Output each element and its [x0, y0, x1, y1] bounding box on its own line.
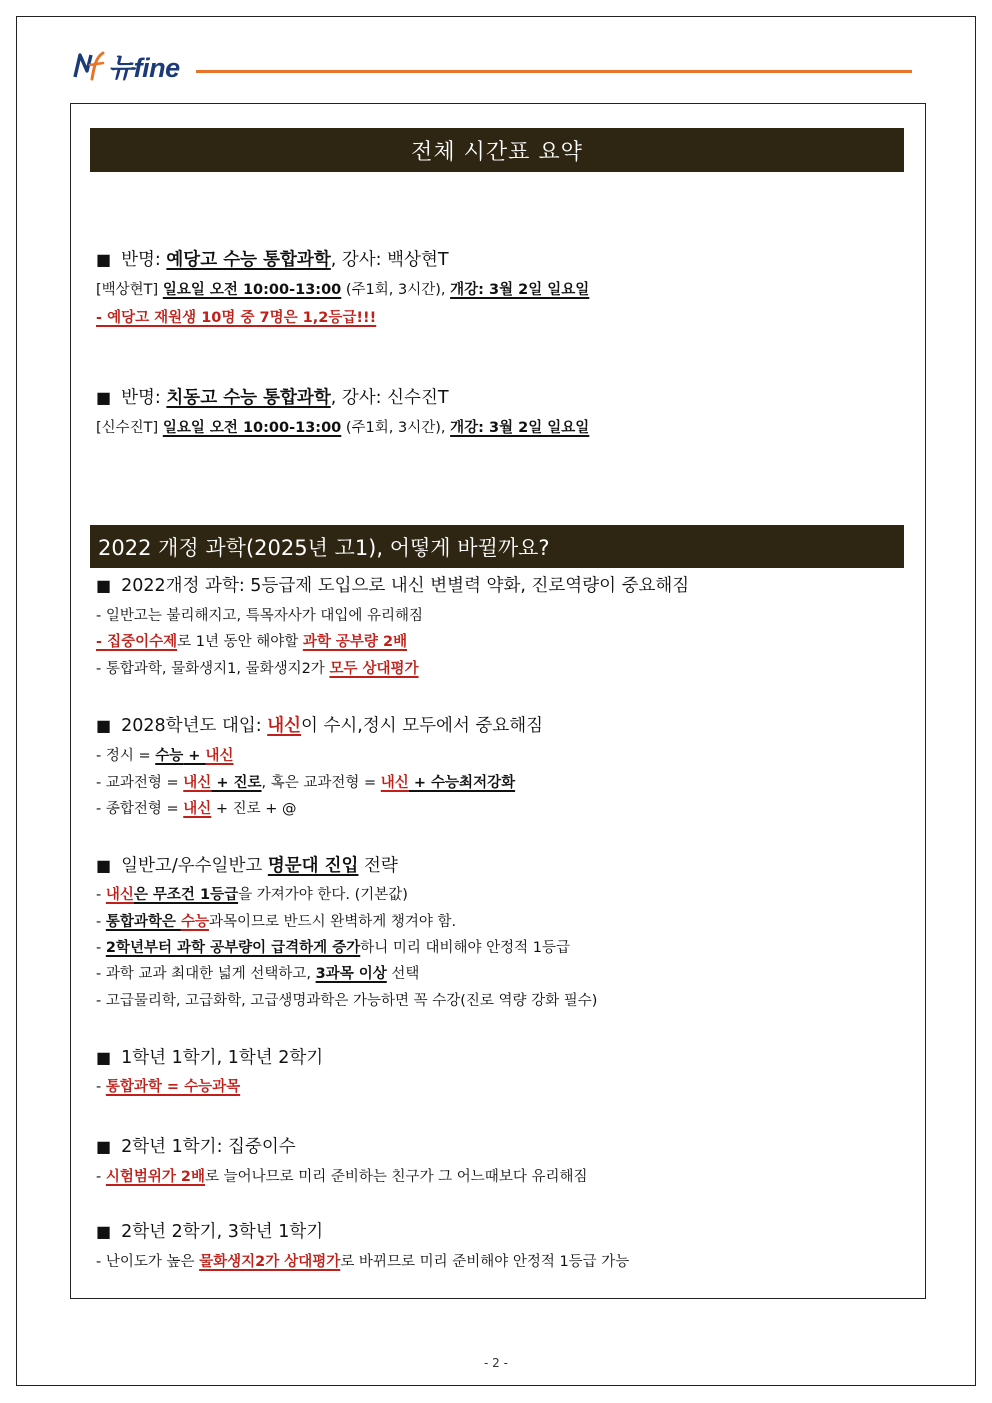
logo-text: 뉴fine [108, 52, 180, 83]
header-divider [196, 70, 912, 73]
square-bullet-icon: ■ [96, 856, 112, 875]
class2-open-date: 개강: 3월 2일 일요일 [450, 420, 590, 436]
section3-heading: ■ 일반고/우수일반고 명문대 진입 전략 [96, 856, 398, 876]
class1-note-text: 예당고 재원생 10명 중 7명은 1,2등급!!! [107, 310, 377, 326]
nf-logo-icon [72, 49, 106, 81]
summary-title: 전체 시간표 요약 [411, 139, 583, 165]
square-bullet-icon: ■ [96, 576, 112, 595]
section1-bullet2: - 집중이수제로 1년 동안 해야할 과학 공부량 2배 [96, 634, 408, 650]
section3-bullet3: - 2학년부터 과학 공부량이 급격하게 증가하니 미리 대비해야 안정적 1등급 [96, 940, 571, 956]
square-bullet-icon: ■ [96, 716, 112, 735]
class2-time: 일요일 오전 10:00-13:00 [162, 420, 342, 436]
section3-bullet5: - 고급물리학, 고급화학, 고급생명과학은 가능하면 꼭 수강(진로 역량 강화 필수) [96, 993, 598, 1009]
class1-heading: ■ 반명: 예당고 수능 통합과학, 강사: 백상현T [96, 250, 449, 270]
section4-bullet1: - 통합과학 = 수능과목 [96, 1079, 241, 1095]
section5-bullet1: - 시험범위가 2배로 늘어나므로 미리 준비하는 친구가 그 어느때보다 유리해짐 [96, 1169, 588, 1185]
section3-bullet1: - 내신은 무조건 1등급을 가져가야 한다. (기본값) [96, 887, 408, 903]
section3-bullet2: - 통합과학은 수능과목이므로 반드시 완벽하게 챙겨야 함. [96, 914, 457, 930]
class2-heading: ■ 반명: 치동고 수능 통합과학, 강사: 신수진T [96, 388, 449, 408]
square-bullet-icon: ■ [96, 388, 112, 407]
square-bullet-icon: ■ [96, 1137, 112, 1156]
class1-time: 일요일 오전 10:00-13:00 [162, 282, 342, 298]
section1-heading: ■ 2022개정 과학: 5등급제 도입으로 내신 변별력 약화, 진로역량이 중요해짐 [96, 576, 690, 596]
section2-heading: ■ 2028학년도 대입: 내신이 수시,정시 모두에서 중요해짐 [96, 716, 544, 736]
section2-bullet3: - 종합전형 = 내신 + 진로 + @ [96, 801, 297, 817]
section2-bullet1: - 정시 = 수능 + 내신 [96, 748, 234, 764]
class1-name: 예당고 수능 통합과학 [166, 250, 331, 270]
page-number: - 2 - [484, 1356, 508, 1370]
summary-title-bar [90, 128, 904, 172]
section2-bullet2: - 교과전형 = 내신 + 진로, 혹은 교과전형 = 내신 + 수능최저강화 [96, 775, 516, 791]
brand-logo [72, 48, 180, 82]
section1-bullet3: - 통합과학, 물화생지1, 물화생지2가 모두 상대평가 [96, 661, 419, 677]
square-bullet-icon: ■ [96, 250, 112, 269]
section5-heading: ■ 2학년 1학기: 집중이수 [96, 1137, 296, 1157]
section1-bullet1: - 일반고는 불리해지고, 특목자사가 대입에 유리해짐 [96, 608, 424, 624]
class2-detail: [신수진T] 일요일 오전 10:00-13:00 (주1회, 3시간), 개강: 3월 2일 일요일 [96, 420, 590, 436]
class1-detail: [백상현T] 일요일 오전 10:00-13:00 (주1회, 3시간), 개강: 3월 2일 일요일 [96, 282, 590, 298]
section6-bullet1: - 난이도가 높은 물화생지2가 상대평가로 바뀌므로 미리 준비해야 안정적 1등급 가능 [96, 1254, 630, 1270]
class1-note: - 예당고 재원생 10명 중 7명은 1,2등급!!! [96, 310, 377, 326]
reform-title: 2022 개정 과학(2025년 고1), 어떻게 바뀔까요? [98, 535, 550, 560]
class2-name: 치동고 수능 통합과학 [166, 388, 331, 408]
square-bullet-icon: ■ [96, 1222, 112, 1241]
square-bullet-icon: ■ [96, 1048, 112, 1067]
class1-open-date: 개강: 3월 2일 일요일 [450, 282, 590, 298]
reform-title-bar [90, 525, 904, 568]
section4-heading: ■ 1학년 1학기, 1학년 2학기 [96, 1048, 324, 1068]
section6-heading: ■ 2학년 2학기, 3학년 1학기 [96, 1222, 324, 1242]
section3-bullet4: - 과학 교과 최대한 넓게 선택하고, 3과목 이상 선택 [96, 966, 420, 982]
